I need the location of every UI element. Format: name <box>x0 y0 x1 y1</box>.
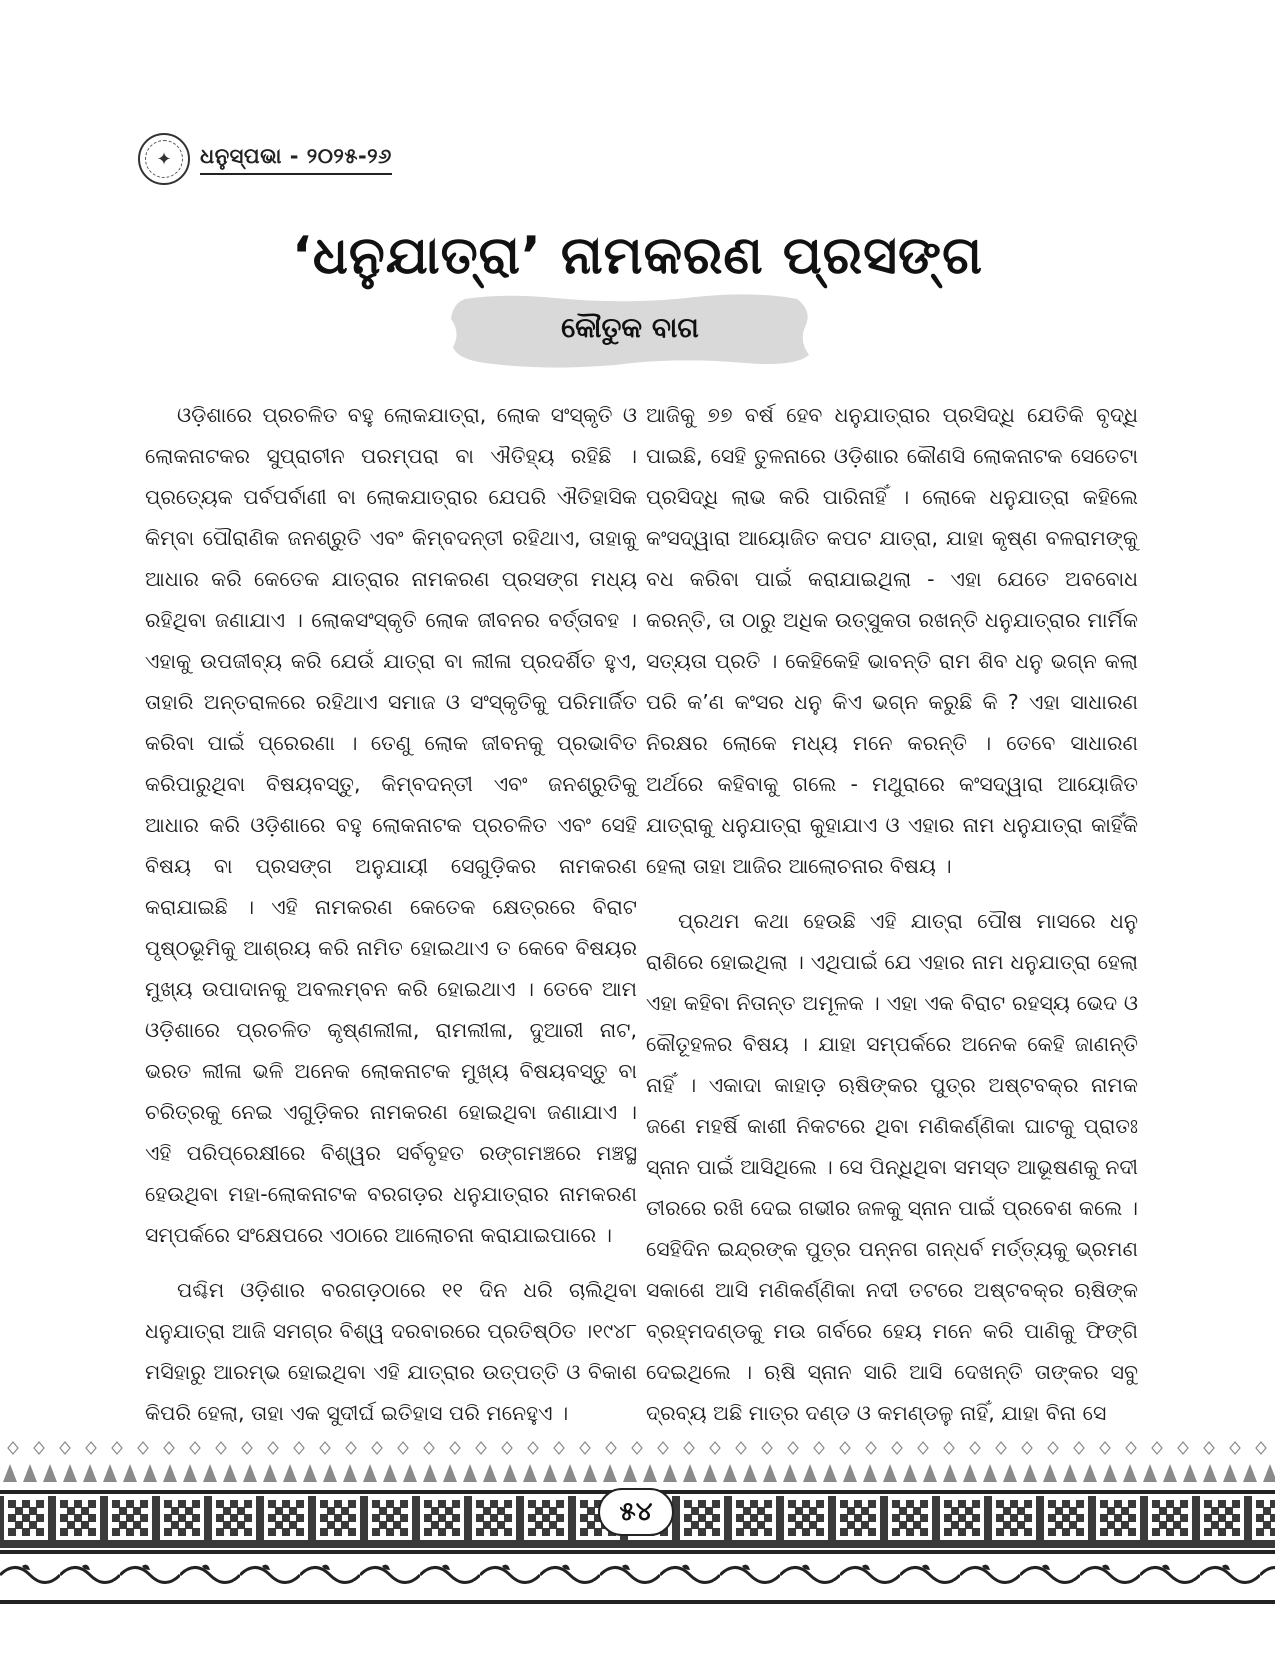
article-column-right <box>646 395 1138 1448</box>
author-banner <box>445 293 815 373</box>
emblem-seal-icon: ✦ <box>138 133 190 185</box>
author-name: କୌତୁକ ବାଗ <box>561 311 699 344</box>
paragraph: ପ୍ରଥମ କଥା ହେଉଛି ଏହି ଯାତ୍ରା ପୌଷ ମାସରେ ଧନୁ ରାଶିରେ ହୋଇଥିଲା । ଏଥିପାଇଁ ଯେ ଏହାର ନାମ ଧନୁଯାତ୍ରା ହେଲା ଏହା କହିବା ନିତାନ୍ତ ଅମୂଳକ । ଏହା ଏକ ବିରାଟ ରହସ୍ୟ ଭେଦ ଓ କୌତୂହଳର ବିଷୟ । ଯାହା ସମ୍ପର୍କରେ ଅନେକ କେହି ଜାଣନ୍ତି ନାହିଁ । ଏକାଦା କାହାଡ଼ ଋଷିଙ୍କର ପୁତ୍ର ଅଷ୍ଟବକ୍ର ନାମକ ଜଣେ ମହର୍ଷି କାଶୀ ନିକଟରେ ଥିବା ମଣିକର୍ଣ୍ଣିକା ଘାଟକୁ ପ୍ରାତଃ ସ୍ନାନ ପାଇଁ ଆସିଥିଲେ । ସେ ପିନ୍ଧିଥିବା ସମସ୍ତ ଆଭୂଷଣକୁ ନଦୀ ତୀରରେ ରଖି ଦେଇ ଗଭୀର ଜଳକୁ ସ୍ନାନ ପାଇଁ ପ୍ରବେଶ କଲେ । ସେହିଦିନ ଇନ୍ଦ୍ରଙ୍କ ପୁତ୍ର ପନ୍ନଗ ଗନ୍ଧର୍ବ ମର୍ତ୍ତ୍ୟକୁ ଭ୍ରମଣ ସକାଶେ ଆସି ମଣିକର୍ଣ୍ଣିକା ନଦୀ ତଟରେ ଅଷ୍ଟବକ୍ର ଋଷିଙ୍କ ବ୍ରହ୍ମଦଣ୍ଡକୁ ମଉ ଗର୍ବରେ ହେୟ ମନେ କରି ପାଣିକୁ ଫିଙ୍ଗି ଦେଇଥିଲେ । ଋଷି ସ୍ନାନ ସାରି ଆସି ଦେଖନ୍ତି ତାଙ୍କର ସବୁ ଦ୍ରବ୍ୟ ଅଛି ମାତ୍ର ଦଣ୍ଡ ଓ କମଣ୍ଡଳୁ ନାହିଁ, ଯାହା ବିନା ସେ <box>646 909 1138 1425</box>
paragraph: ପଶ୍ଚିମ ଓଡ଼ିଶାର ବରଗଡ଼ଠାରେ ୧୧ ଦିନ ଧରି ଚାଲିଥିବା ଧନୁଯାତ୍ରା ଆଜି ସମଗ୍ର ବିଶ୍ୱ ଦରବାରରେ ପ୍ରତିଷ୍ଠିତ ।୧୯୪୮ ମସିହାରୁ ଆରମ୍ଭ ହୋଇଥିବା ଏହି ଯାତ୍ରାର ଉତ୍ପତ୍ତି ଓ ବିକାଶ କିପରି ହେଲା, ତାହା ଏକ ସୁଦୀର୍ଘ ଇତିହାସ ପରି ମନେହୁଏ । <box>145 1278 637 1425</box>
paragraph: ଆଜିକୁ ୭୭ ବର୍ଷ ହେବ ଧନୁଯାତ୍ରାର ପ୍ରସିଦ୍ଧି ଯେତିକି ବୃଦ୍ଧି ପାଇଛି, ସେହି ତୁଳନାରେ ଓଡ଼ିଶାର କୌଣସି ଲୋକନାଟକ ସେତେଟା ପ୍ରସିଦ୍ଧି ଲାଭ କରି ପାରିନାହିଁ । ଲୋକେ ଧନୁଯାତ୍ରା କହିଲେ କଂସଦ୍ୱାରା ଆୟୋଜିତ କପଟ ଯାତ୍ରା, ଯାହା କୃଷ୍ଣ ବଳରାମଙ୍କୁ ବଧ କରିବା ପାଇଁ କରାଯାଇଥିଲା - ଏହା ଯେତେ ଅବବୋଧ କରନ୍ତି, ତା ଠାରୁ ଅଧିକ ଉତ୍ସୁକତା ରଖନ୍ତି ଧନୁଯାତ୍ରାର ମାର୍ମିକ ସତ୍ୟତା ପ୍ରତି । କେହିକେହି ଭାବନ୍ତି ରାମ ଶିବ ଧନୁ ଭଗ୍ନ କଲା ପରି କ’ଣ କଂସର ଧନୁ କିଏ ଭଗ୍ନ କରୁଛି କି ? ଏହା ସାଧାରଣ ନିରକ୍ଷର ଲୋକେ ମଧ୍ୟ ମନେ କରନ୍ତି । ତେବେ ସାଧାରଣ ଅର୍ଥରେ କହିବାକୁ ଗଲେ - ମଥୁରାରେ କଂସଦ୍ୱାରା ଆୟୋଜିତ ଯାତ୍ରାକୁ ଧନୁଯାତ୍ରା କୁହାଯାଏ ଓ ଏହାର ନାମ ଧନୁଯାତ୍ରା କାହିଁକି ହେଲା ତାହା ଆଜିର ଆଲୋଚନାର ବିଷୟ । <box>646 403 1138 878</box>
decorative-footer-border <box>0 1440 1275 1650</box>
page-number: ୫୪ <box>598 1488 674 1536</box>
magazine-name: ଧନୁସ୍ପଭା - ୨୦୨୫-୨୬ <box>200 144 392 175</box>
paragraph: ଓଡ଼ିଶାରେ ପ୍ରଚଳିତ ବହୁ ଲୋକଯାତ୍ରା, ଲୋକ ସଂସ୍କୃତି ଓ ଲୋକନାଟକର ସୁପ୍ରାଚୀନ ପରମ୍ପରା ବା ଐତିହ୍ୟ ରହିଛି । ପ୍ରତ୍ୟେକ ପର୍ବପର୍ବାଣୀ ବା ଲୋକଯାତ୍ରାର ଯେପରି ଐତିହାସିକ କିମ୍ବା ପୌରାଣିକ ଜନଶ୍ରୁତି ଏବଂ କିମ୍ବଦନ୍ତୀ ରହିଥାଏ, ତାହାକୁ ଆଧାର କରି କେତେକ ଯାତ୍ରାର ନାମକରଣ ପ୍ରସଙ୍ଗ ମଧ୍ୟ ରହିଥିବା ଜଣାଯାଏ । ଲୋକସଂସ୍କୃତି ଲୋକ ଜୀବନର ବର୍ତ୍ତାବହ । ଏହାକୁ ଉପଜୀବ୍ୟ କରି ଯେଉଁ ଯାତ୍ରା ବା ଲୀଳା ପ୍ରଦର୍ଶିତ ହୁଏ, ତାହାରି ଅନ୍ତରାଳରେ ରହିଥାଏ ସମାଜ ଓ ସଂସ୍କୃତିକୁ ପରିମାର୍ଜିତ କରିବା ପାଇଁ ପ୍ରେରଣା । ତେଣୁ ଲୋକ ଜୀବନକୁ ପ୍ରଭାବିତ କରିପାରୁଥିବା ବିଷୟବସ୍ତୁ, କିମ୍ବଦନ୍ତୀ ଏବଂ ଜନଶ୍ରୁତିକୁ ଆଧାର କରି ଓଡ଼ିଶାରେ ବହୁ ଲୋକନାଟକ ପ୍ରଚଳିତ ଏବଂ ସେହି ବିଷୟ ବା ପ୍ରସଙ୍ଗ ଅନୁଯାୟୀ ସେଗୁଡ଼ିକର ନାମକରଣ କରାଯାଇଛି । ଏହି ନାମକରଣ କେତେକ କ୍ଷେତ୍ରରେ ବିରାଟ ପୃଷ୍ଠଭୂମିକୁ ଆଶ୍ରୟ କରି ନାମିତ ହୋଇଥାଏ ତ କେବେ ବିଷୟର ମୁଖ୍ୟ ଉପାଦାନକୁ ଅବଲମ୍ବନ କରି ହୋଇଥାଏ । ତେବେ ଆମ ଓଡ଼ିଶାରେ ପ୍ରଚଳିତ କୃଷ୍ଣଲୀଳା, ରାମଲୀଳା, ଦୁଆରୀ ନାଟ, ଭରତ ଲୀଳା ଭଳି ଅନେକ ଲୋକନାଟକ ମୁଖ୍ୟ ବିଷୟବସ୍ତୁ ବା ଚରିତ୍ରକୁ ନେଇ ଏଗୁଡ଼ିକର ନାମକରଣ ହୋଇଥିବା ଜଣାଯାଏ ।ଏହି ପରିପ୍ରେକ୍ଷୀରେ ବିଶ୍ୱର ସର୍ବବୃହତ ରଙ୍ଗମଞ୍ଚରେ ମଞ୍ଚସ୍ଥ ହେଉଥିବା ମହା-ଲୋକନାଟକ ବରଗଡ଼ର ଧନୁଯାତ୍ରାର ନାମକରଣ ସମ୍ପର୍କରେ ସଂକ୍ଷେପରେ ଏଠାରେ ଆଲୋଚନା କରାଯାଇପାରେ । <box>145 403 637 1247</box>
article-title: ‘ଧନୁଯାତ୍ରା’ ନାମକରଣ ପ୍ରସଙ୍ଗ <box>291 226 984 286</box>
page-header <box>138 133 392 185</box>
ornamental-pattern <box>0 1440 1275 1650</box>
article-column-left <box>145 395 637 1448</box>
